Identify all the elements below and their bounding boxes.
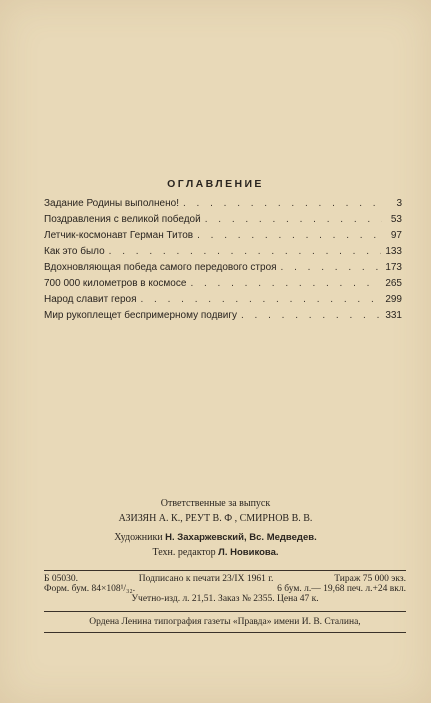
toc-entry-page: 331 bbox=[385, 310, 402, 321]
responsible-label: Ответственные за выпуск bbox=[160, 498, 271, 509]
responsible-names: АЗИЗЯН А. К., РЕУТ В. Ф , СМИРНОВ В. В. bbox=[118, 513, 313, 524]
toc-entry-title: 700 000 километров в космосе bbox=[44, 278, 187, 289]
toc-entry-title: Мир рукоплещет беспримерному подвигу bbox=[44, 310, 237, 321]
dot-leader bbox=[197, 230, 382, 241]
toc-entry-title: Народ славит героя bbox=[44, 294, 137, 305]
toc-entry bbox=[44, 278, 402, 294]
toc-entry-title: Летчик-космонавт Герман Титов bbox=[44, 230, 194, 241]
top-rule bbox=[44, 570, 406, 571]
imprint-row bbox=[44, 574, 406, 584]
toc-title: ОГЛАВЛЕНИЕ bbox=[167, 178, 264, 190]
bottom-rule bbox=[44, 632, 406, 633]
toc-entry bbox=[44, 294, 402, 310]
imprint-publishing: Учетно-изд. л. 21,51. Заказ № 2355. Цена 47 к. bbox=[131, 594, 319, 604]
toc-entry-page: 3 bbox=[396, 198, 402, 209]
dot-leader bbox=[205, 214, 382, 225]
table-of-contents bbox=[44, 198, 402, 326]
toc-entry-page: 299 bbox=[385, 294, 402, 305]
dot-leader bbox=[140, 294, 381, 305]
artists-line bbox=[0, 532, 431, 547]
toc-entry-page: 133 bbox=[385, 246, 402, 257]
imprint-block bbox=[44, 574, 406, 604]
imprint-sheets: 6 бум. л.— 19,68 печ. л.+24 вкл. bbox=[277, 584, 406, 594]
toc-entry-title: Вдохновляющая победа самого передового строя bbox=[44, 262, 277, 273]
artists-label: Художники bbox=[114, 532, 163, 543]
toc-entry bbox=[44, 246, 402, 262]
toc-entry bbox=[44, 198, 402, 214]
credits-block bbox=[0, 498, 431, 562]
toc-entry-title: Задание Родины выполнено! bbox=[44, 198, 179, 209]
toc-entry-title: Поздравления с великой победой bbox=[44, 214, 201, 225]
dot-leader bbox=[281, 262, 382, 273]
dot-leader bbox=[183, 198, 382, 209]
toc-entry bbox=[44, 310, 402, 326]
toc-entry-page: 97 bbox=[390, 230, 402, 241]
imprint-signed: Подписано к печати 23/IX 1961 г. bbox=[138, 574, 274, 584]
tech-editor-label: Техн. редактор bbox=[152, 547, 216, 558]
toc-entry-page: 53 bbox=[390, 214, 402, 225]
dot-leader bbox=[109, 246, 382, 257]
artists-names: Н. Захаржевский, Вс. Медведев. bbox=[165, 532, 317, 543]
dot-leader bbox=[190, 278, 381, 289]
imprint-row bbox=[44, 584, 406, 594]
toc-entry bbox=[44, 230, 402, 246]
toc-entry-page: 173 bbox=[385, 262, 402, 273]
tech-editor-line bbox=[0, 547, 431, 562]
imprint-circulation: Тираж 75 000 экз. bbox=[334, 574, 406, 584]
imprint-code: Б 05030. bbox=[44, 574, 78, 584]
imprint-format: Форм. бум. 84×108¹/₃₂. bbox=[44, 584, 136, 594]
toc-entry bbox=[44, 262, 402, 278]
toc-entry bbox=[44, 214, 402, 230]
tech-editor-name: Л. Новикова. bbox=[218, 547, 279, 558]
middle-rule bbox=[44, 611, 406, 612]
toc-entry-page: 265 bbox=[385, 278, 402, 289]
printer-line: Ордена Ленина типография газеты «Правда» имени И. В. Сталина, bbox=[89, 617, 361, 627]
toc-entry-title: Как это было bbox=[44, 246, 105, 257]
dot-leader bbox=[241, 310, 381, 321]
